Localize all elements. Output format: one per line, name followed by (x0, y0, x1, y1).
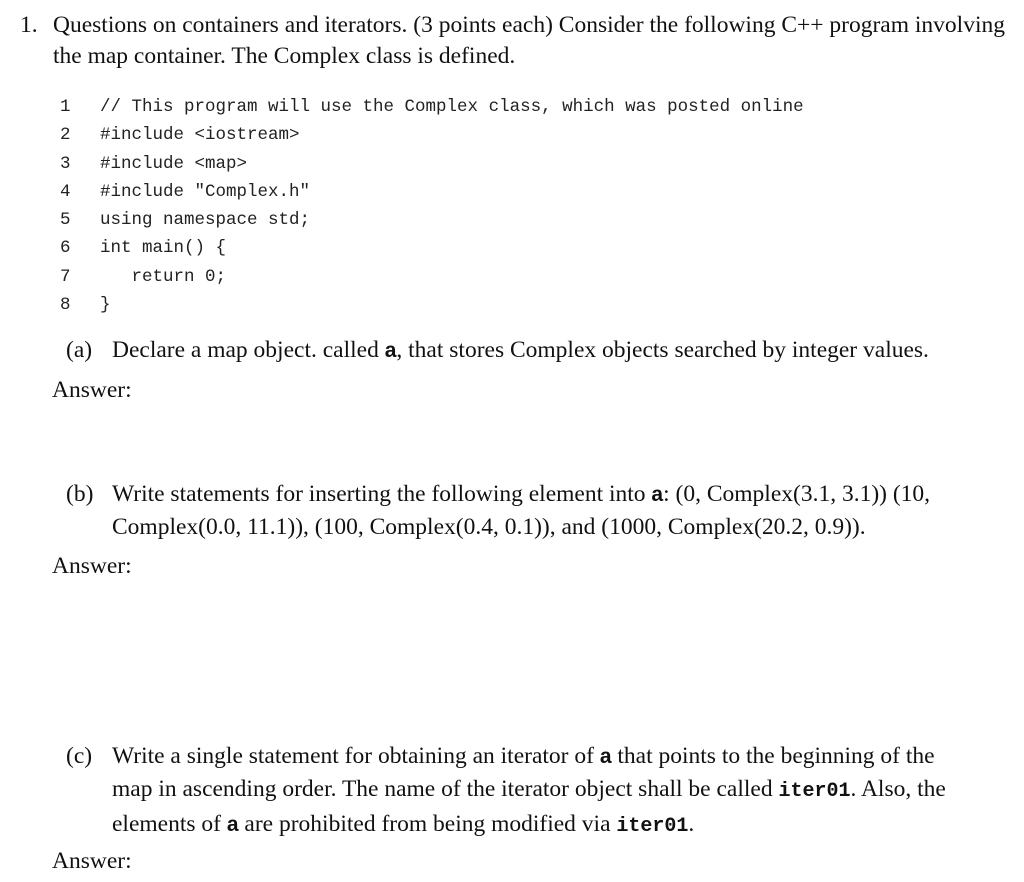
var-a: a (599, 745, 612, 768)
part-a-label: (a) (66, 337, 93, 363)
part-c-text-segment: . Also, the elements of (112, 776, 946, 837)
code-line (60, 150, 804, 178)
part-b (66, 478, 946, 543)
part-c (66, 740, 966, 843)
code-line (60, 93, 804, 121)
var-a: a (384, 339, 397, 362)
part-c-text-segment: Write a single statement for obtaining an iterator of (112, 743, 600, 769)
question-text: Questions on containers and iterators. (3 points each) Consider the following C++ program involving the map container. The Complex class is defined. (53, 12, 1005, 69)
part-b-text (112, 478, 946, 543)
part-a (66, 334, 986, 367)
code-line (60, 263, 804, 291)
answer-c-label: Answer: (52, 848, 132, 874)
part-c-text-segment: that points to the beginning of the map in ascending order. The name of the iterator object shall be called (112, 743, 935, 802)
line-number: 1 (60, 97, 71, 117)
code-line (60, 121, 804, 149)
line-number: 6 (60, 238, 71, 259)
line-code: #include <iostream> (100, 125, 300, 146)
code-listing (60, 93, 804, 319)
line-code: using namespace std; (100, 210, 311, 231)
part-c-text (112, 740, 966, 843)
code-line (60, 206, 804, 234)
line-code: } (100, 295, 111, 316)
answer-a-label: Answer: (52, 377, 132, 403)
code-line (60, 178, 804, 206)
code-line (60, 291, 804, 319)
line-code: return 0; (100, 266, 227, 287)
line-code: // This program will use the Complex class, which was posted online (100, 97, 804, 117)
line-number: 3 (60, 153, 71, 174)
code-line (60, 234, 804, 262)
part-b-text-segment: Write statements for inserting the following element into (112, 481, 652, 507)
line-number: 2 (60, 125, 71, 146)
part-b-label: (b) (66, 481, 94, 507)
part-a-text (112, 334, 986, 367)
line-number: 5 (60, 210, 71, 231)
part-c-text-segment: . (688, 811, 695, 837)
question-number: 1. (20, 12, 38, 38)
part-a-text-segment: Declare a map object. called (112, 337, 385, 363)
part-c-label: (c) (66, 743, 93, 769)
iterator-name: iter01 (616, 815, 689, 838)
line-code: int main() { (100, 238, 227, 259)
part-c-text-segment: are prohibited from being modified via (238, 811, 617, 837)
question-header (20, 10, 1010, 72)
line-code: #include "Complex.h" (100, 181, 311, 202)
line-code: #include <map> (100, 153, 248, 174)
line-number: 4 (60, 181, 71, 202)
var-a: a (651, 483, 664, 506)
line-number: 8 (60, 295, 71, 316)
line-number: 7 (60, 266, 71, 287)
iterator-name: iter01 (778, 780, 851, 803)
part-a-text-segment: , that stores Complex objects searched by integer values. (396, 337, 929, 363)
answer-b-label: Answer: (52, 553, 132, 579)
var-a: a (226, 813, 239, 836)
part-b-text-segment: : (0, Complex(3.1, 3.1)) (10, Complex(0.0, 11.1)), (100, Complex(0.4, 0.1)), and (1000, Complex(20.2, 0.9)). (112, 481, 931, 540)
